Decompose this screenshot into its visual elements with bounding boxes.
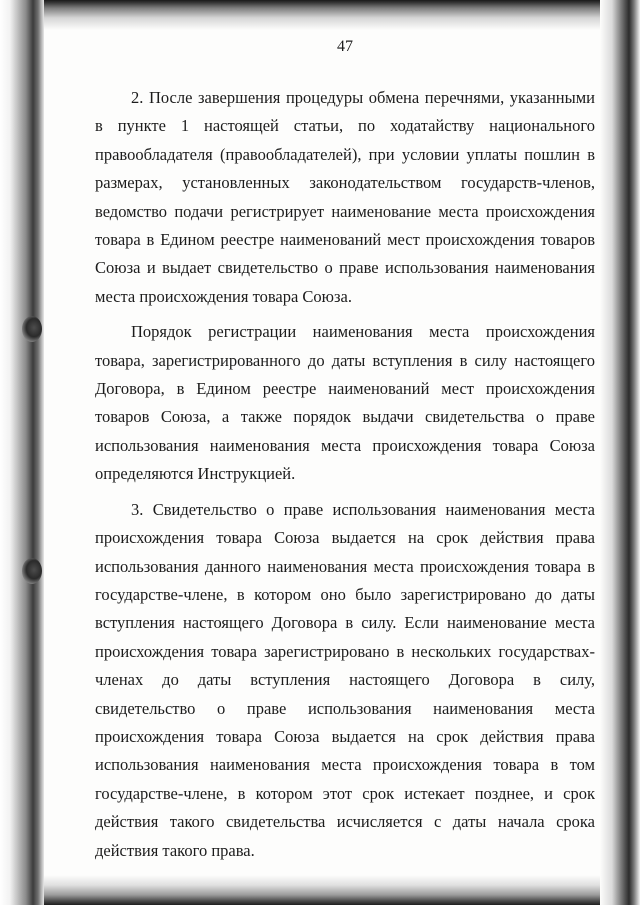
scan-border-bottom: [10, 875, 640, 905]
scan-border-right: [600, 0, 640, 905]
paragraph-2: 2. После завершения процедуры обмена перечнями, указанными в пункте 1 настоящей статьи, по ходатайству национального правообладателя (правообладателей), при условии уплаты пошлин в размерах, установленных законодательством государств-членов, ведомство подачи регистрирует наименование места происхождения товара в Едином реестре наименований мест происхождения товаров Союза и выдает свидетельство о праве использования наименования места происхождения товара Союза.: [95, 88, 595, 306]
paragraph-registration-procedure: Порядок регистрации наименования места происхождения товара, зарегистрированного до даты вступления в силу настоящего Договора, в Едином реестре наименований мест происхождения товаров Союза, а также порядок выдачи свидетельства о праве использования наименования места происхождения товара Союза определяются Инструкцией.: [95, 322, 595, 484]
punch-hole-mark: [22, 558, 42, 584]
punch-hole-mark: [22, 316, 42, 342]
scan-border-top: [10, 0, 640, 30]
page-number: 47: [337, 38, 353, 55]
scan-border-left: [0, 0, 44, 905]
paragraph-3: 3. Свидетельство о праве использования наименования места происхождения товара Союза выдается на срок действия права использования данного наименования места происхождения товара в государстве-члене, в котором оно было зарегистрировано до даты вступления настоящего Договора в силу. Если наименование места происхождения товара зарегистрировано в нескольких государствах-членах до даты вступления настоящего Договора в силу, свидетельство о праве использования наименования места происхождения товара Союза выдается на срок действия права использования наименования места происхождения товара в том государстве-члене, в котором этот срок истекает позднее, и срок действия такого свидетельства исчисляется с даты начала срока действия такого права.: [95, 499, 595, 860]
document-body: [95, 38, 595, 872]
